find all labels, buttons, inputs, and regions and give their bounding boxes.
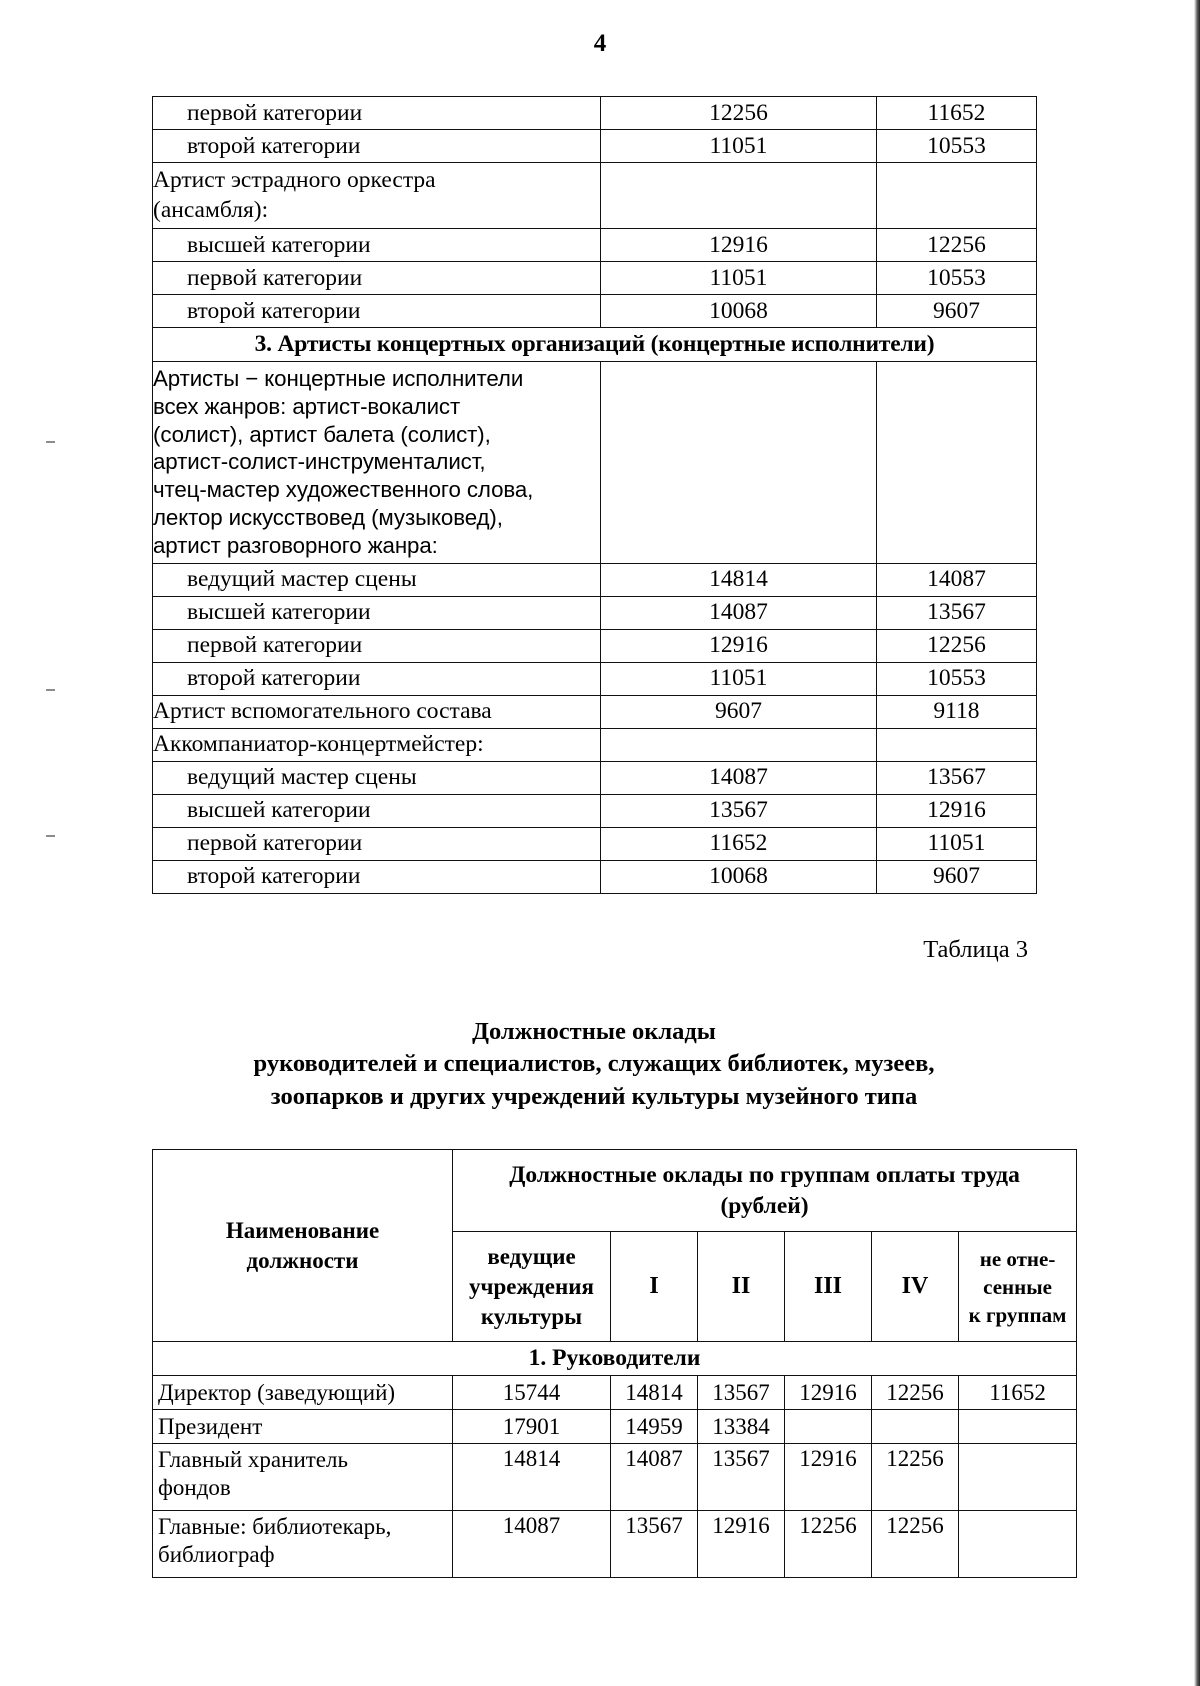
salary-value-cell-1: 12916 xyxy=(601,229,877,262)
table-header-row-top xyxy=(153,1150,1077,1232)
salary-table-managers xyxy=(152,1149,1077,1578)
salary-value-cell-3: 13384 xyxy=(698,1410,785,1444)
position-name-cell: второй категории xyxy=(153,130,601,163)
table-section-header: 1. Руководители xyxy=(153,1342,1077,1376)
column-header-salary-groups: Должностные оклады по группам оплаты труда (рублей) xyxy=(453,1150,1077,1232)
page-title-line-3: зоопарков и других учреждений культуры музейного типа xyxy=(270,1082,918,1110)
salary-value-cell-2 xyxy=(877,163,1037,229)
position-name-cell: Главный хранитель фондов xyxy=(153,1444,453,1511)
salary-value-cell-1: 14087 xyxy=(453,1511,611,1578)
salary-value-cell-4: 12916 xyxy=(785,1444,872,1511)
table-row xyxy=(153,97,1037,130)
salary-value-cell-1: 14814 xyxy=(601,563,877,596)
table-row xyxy=(153,229,1037,262)
table-row xyxy=(153,295,1037,328)
salary-value-cell-2: 13567 xyxy=(877,761,1037,794)
salary-value-cell-2 xyxy=(877,362,1037,564)
salary-value-cell-3: 13567 xyxy=(698,1444,785,1511)
table-row xyxy=(153,761,1037,794)
salary-value-cell-5: 12256 xyxy=(872,1376,959,1410)
position-name-cell: высшей категории xyxy=(153,596,601,629)
column-header-group-4: III xyxy=(785,1232,872,1342)
salary-value-cell-2 xyxy=(877,728,1037,761)
position-name-cell: высшей категории xyxy=(153,229,601,262)
salary-value-cell-6 xyxy=(959,1410,1077,1444)
table-row xyxy=(153,1376,1077,1410)
table-row xyxy=(153,130,1037,163)
scan-edge-artifact xyxy=(1194,0,1200,1686)
position-name-cell: Главные: библиотекарь, библиограф xyxy=(153,1511,453,1578)
page-number: 4 xyxy=(593,30,607,57)
salary-value-cell-2: 12256 xyxy=(877,629,1037,662)
salary-value-cell-1: 11652 xyxy=(601,827,877,860)
salary-value-cell-2: 13567 xyxy=(611,1511,698,1578)
salary-value-cell-1: 11051 xyxy=(601,130,877,163)
salary-value-cell-1 xyxy=(601,728,877,761)
column-header-group-1: ведущие учреждения культуры xyxy=(453,1232,611,1342)
table-row xyxy=(153,1444,1077,1511)
salary-value-cell-2: 10553 xyxy=(877,262,1037,295)
table-row xyxy=(153,262,1037,295)
salary-value-cell-2: 9607 xyxy=(877,860,1037,893)
salary-value-cell-1 xyxy=(601,362,877,564)
position-name-cell: ведущий мастер сцены xyxy=(153,563,601,596)
salary-value-cell-2: 13567 xyxy=(877,596,1037,629)
column-header-position-name: Наименование должности xyxy=(153,1150,453,1342)
table-row xyxy=(153,827,1037,860)
position-name-cell: ведущий мастер сцены xyxy=(153,761,601,794)
salary-value-cell-2: 9118 xyxy=(877,695,1037,728)
table-section-header-row xyxy=(153,328,1037,362)
table-row xyxy=(153,596,1037,629)
table-row xyxy=(153,362,1037,564)
salary-value-cell-1: 15744 xyxy=(453,1376,611,1410)
position-name-cell: второй категории xyxy=(153,295,601,328)
position-name-cell: второй категории xyxy=(153,860,601,893)
salary-value-cell-3: 13567 xyxy=(698,1376,785,1410)
position-name-cell: высшей категории xyxy=(153,794,601,827)
table-row xyxy=(153,662,1037,695)
salary-value-cell-2: 12256 xyxy=(877,229,1037,262)
position-name-cell: первой категории xyxy=(153,97,601,130)
salary-value-cell-6 xyxy=(959,1444,1077,1511)
table-row xyxy=(153,563,1037,596)
salary-value-cell-1: 12256 xyxy=(601,97,877,130)
salary-value-cell-2: 14087 xyxy=(877,563,1037,596)
salary-value-cell-1: 11051 xyxy=(601,262,877,295)
salary-value-cell-1: 13567 xyxy=(601,794,877,827)
scan-tick-mark xyxy=(46,441,55,443)
salary-value-cell-1: 17901 xyxy=(453,1410,611,1444)
scan-tick-mark xyxy=(46,689,55,691)
table-row xyxy=(153,860,1037,893)
salary-value-cell-1 xyxy=(601,163,877,229)
salary-value-cell-2: 11051 xyxy=(877,827,1037,860)
salary-value-cell-6 xyxy=(959,1511,1077,1578)
position-name-cell: Директор (заведующий) xyxy=(153,1376,453,1410)
salary-value-cell-2: 14087 xyxy=(611,1444,698,1511)
salary-value-cell-2: 9607 xyxy=(877,295,1037,328)
position-name-cell: второй категории xyxy=(153,662,601,695)
salary-value-cell-2: 10553 xyxy=(877,130,1037,163)
salary-value-cell-2: 11652 xyxy=(877,97,1037,130)
salary-value-cell-3: 12916 xyxy=(698,1511,785,1578)
scan-tick-mark xyxy=(46,835,55,837)
salary-value-cell-6: 11652 xyxy=(959,1376,1077,1410)
salary-value-cell-5: 12256 xyxy=(872,1511,959,1578)
position-name-cell: первой категории xyxy=(153,629,601,662)
position-name-cell: Артисты − концертные исполнители всех жанров: артист-вокалист (солист), артист балета (солист), артист-солист-инструменталист, чтец-мастер художественного слова, лектор искусствовед (музыковед), артист разговорного жанра: xyxy=(153,362,601,564)
salary-value-cell-1: 14087 xyxy=(601,596,877,629)
salary-value-cell-4: 12916 xyxy=(785,1376,872,1410)
table-section-header-row xyxy=(153,1342,1077,1376)
salary-value-cell-1: 9607 xyxy=(601,695,877,728)
salary-value-cell-5 xyxy=(872,1410,959,1444)
table-row xyxy=(153,629,1037,662)
salary-value-cell-1: 14087 xyxy=(601,761,877,794)
column-header-group-3: II xyxy=(698,1232,785,1342)
table-section-header: 3. Артисты концертных организаций (концертные исполнители) xyxy=(153,328,1037,362)
table-caption: Таблица 3 xyxy=(923,935,1028,963)
table-row xyxy=(153,163,1037,229)
salary-value-cell-1: 12916 xyxy=(601,629,877,662)
table-row xyxy=(153,1410,1077,1444)
table-row xyxy=(153,794,1037,827)
column-header-group-2: I xyxy=(611,1232,698,1342)
salary-value-cell-4 xyxy=(785,1410,872,1444)
salary-value-cell-1: 14814 xyxy=(453,1444,611,1511)
salary-table-artists xyxy=(152,96,1037,894)
table-row xyxy=(153,695,1037,728)
table-row xyxy=(153,1511,1077,1578)
table-row xyxy=(153,728,1037,761)
salary-value-cell-1: 10068 xyxy=(601,860,877,893)
document-body xyxy=(152,96,1067,1578)
salary-value-cell-4: 12256 xyxy=(785,1511,872,1578)
salary-value-cell-5: 12256 xyxy=(872,1444,959,1511)
salary-value-cell-1: 11051 xyxy=(601,662,877,695)
position-name-cell: Артист эстрадного оркестра (ансамбля): xyxy=(153,163,601,229)
salary-value-cell-2: 10553 xyxy=(877,662,1037,695)
salary-value-cell-2: 14814 xyxy=(611,1376,698,1410)
column-header-group-5: IV xyxy=(872,1232,959,1342)
salary-value-cell-2: 14959 xyxy=(611,1410,698,1444)
position-name-cell: Президент xyxy=(153,1410,453,1444)
page-title xyxy=(152,1016,1036,1114)
column-header-group-6: не отне- сенные к группам xyxy=(959,1232,1077,1342)
position-name-cell: первой категории xyxy=(153,262,601,295)
position-name-cell: Артист вспомогательного состава xyxy=(153,695,601,728)
salary-value-cell-2: 12916 xyxy=(877,794,1037,827)
page-title-line-1: Должностные оклады xyxy=(472,1017,716,1045)
page-title-line-2: руководителей и специалистов, служащих библиотек, музеев, xyxy=(253,1050,935,1078)
position-name-cell: первой категории xyxy=(153,827,601,860)
position-name-cell: Аккомпаниатор-концертмейстер: xyxy=(153,728,601,761)
salary-value-cell-1: 10068 xyxy=(601,295,877,328)
